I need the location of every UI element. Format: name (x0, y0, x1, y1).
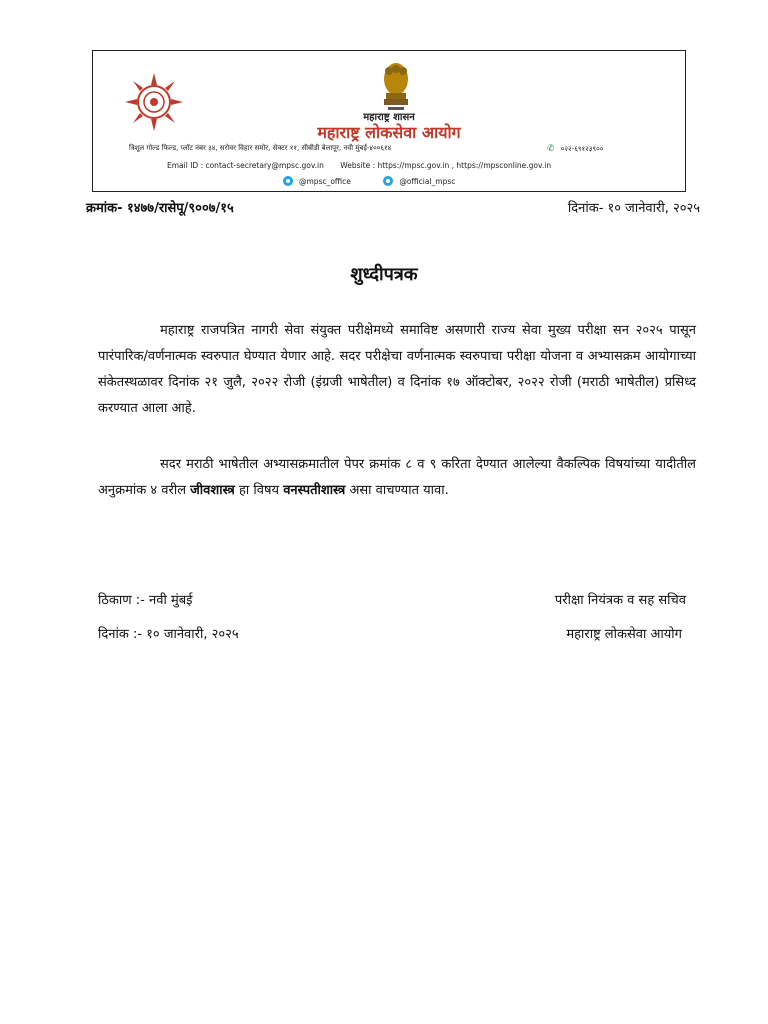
signature-place: ठिकाण :- नवी मुंबई (98, 593, 193, 608)
telegram-handle: @official_mpsc (399, 176, 456, 186)
national-emblem-icon (376, 59, 416, 111)
phone-icon: ✆ (547, 144, 555, 154)
government-name: महाराष्ट्र शासन (363, 112, 415, 123)
signature-date: दिनांक :- १० जानेवारी, २०२५ (98, 627, 239, 642)
paragraph-2 (98, 452, 696, 504)
signatory-designation: परीक्षा नियंत्रक व सह सचिव (554, 593, 686, 608)
social-row (283, 176, 485, 188)
website-text[interactable]: Website : https://mpsc.gov.in , https://mpsconline.gov.in (340, 161, 552, 170)
paragraph-2-start: सदर मराठी भाषेतील अभ्यासक्रमातील पेपर क्रमांक ८ व ९ करिता देण्यात आलेल्या वैकल्पिक विषयांच्या यादीतील अनुक्रमांक ४ वरील (98, 457, 696, 498)
paragraph-2-mid: हा विषय (238, 483, 280, 498)
address-text: त्रिशूल गोल्ड फिल्ड, प्लॉट नंबर ३४, सरोवर विहार समोर, सेक्टर ११, सीबीडी बेलापूर, नवी मुंबई-४००६१४ (129, 144, 392, 152)
paragraph-1 (98, 318, 696, 422)
commission-name: महाराष्ट्र लोकसेवा आयोग (317, 123, 461, 142)
document-title: शुध्दीपत्रक (350, 264, 418, 285)
paragraph-2-end: असा वाचण्यात यावा. (349, 483, 449, 498)
telegram-icon (383, 176, 393, 186)
phone-number: ०२२-६९१२३९०० (560, 145, 604, 153)
reference-number: क्रमांक- १४७७/रासेपू/९००७/१५ (86, 201, 234, 216)
subject-new: वनस्पतीशास्त्र (283, 483, 346, 498)
phone-block (547, 144, 603, 154)
reference-date: दिनांक- १० जानेवारी, २०२५ (567, 201, 700, 216)
twitter-handle: @mpsc_office (299, 176, 351, 186)
twitter-item[interactable] (283, 176, 351, 186)
twitter-icon (283, 176, 293, 186)
telegram-item[interactable] (383, 176, 455, 186)
subject-old: जीवशास्त्र (190, 483, 235, 498)
address-row (129, 144, 669, 158)
signatory-organization: महाराष्ट्र लोकसेवा आयोग (566, 627, 682, 642)
paragraph-1-text: महाराष्ट्र राजपत्रित नागरी सेवा संयुक्त परीक्षेमध्ये समाविष्ट असणारी राज्य सेवा मुख्य परीक्षा सन २०२५ पासून पारंपारिक/वर्णनात्मक स्वरुपात घेण्यात येणार आहे. सदर परीक्षेचा वर्णनात्मक स्वरुपाचा परीक्षा योजना व अभ्यासक्रम आयोगाच्या संकेतस्थळावर दिनांक २१ जुलै, २०२२ रोजी (इंग्रजी भाषेतील) व दिनांक १७ ऑक्टोबर, २०२२ रोजी (मराठी भाषेतील) प्रसिध्द करण्यात आला आहे. (98, 323, 696, 416)
letterhead (92, 50, 686, 192)
contact-row (167, 161, 551, 170)
email-text[interactable]: Email ID : contact-secretary@mpsc.gov.in (167, 161, 324, 170)
